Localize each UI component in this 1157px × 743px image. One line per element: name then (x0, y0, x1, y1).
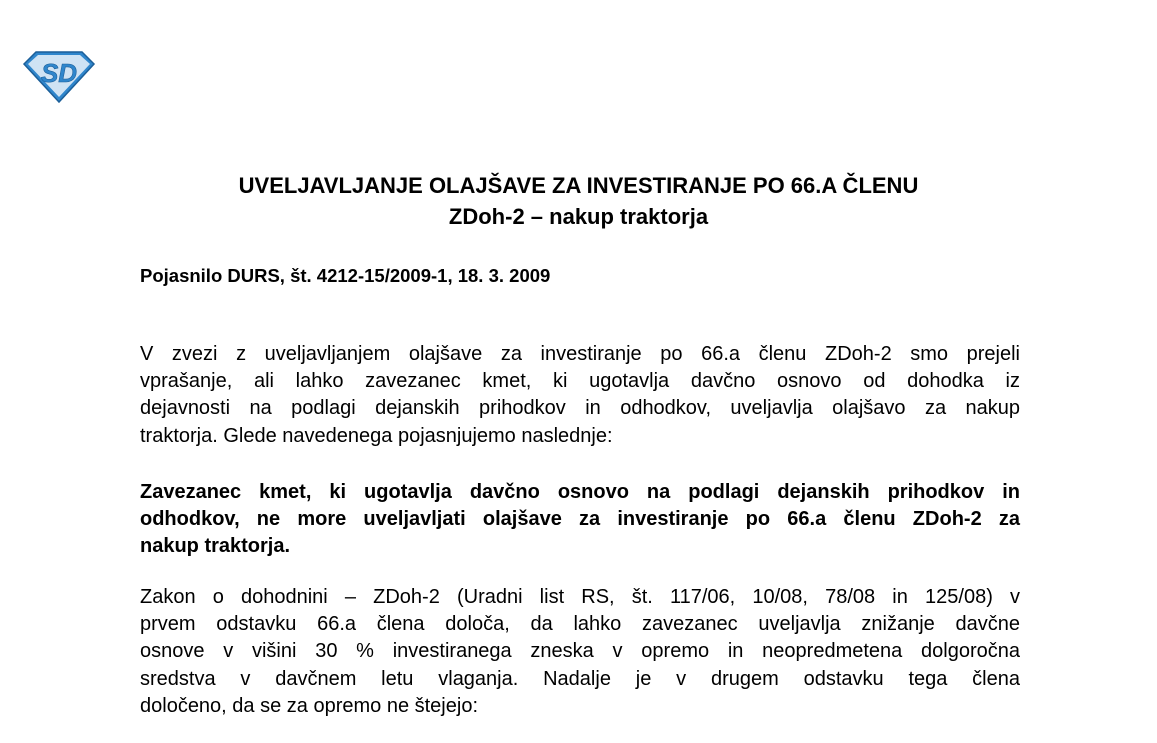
paragraph-line: nakup traktorja. (140, 535, 291, 558)
paragraph-line: Zavezanec kmet, ki ugotavlja davčno osnovo na podlagi dejanskih prihodkov in (140, 481, 1020, 503)
paragraph-line: V zvezi z uveljavljanjem olajšave za investiranje po 66.a členu ZDoh-2 smo prejeli (140, 343, 1020, 365)
paragraph-line: osnove v višini 30 % investiranega zneska v opremo in neopredmetena dolgoročna (140, 640, 1020, 663)
paragraph-line: Zakon o dohodnini – ZDoh-2 (Uradni list RS, št. 117/06, 10/08, 78/08 in 125/08) v (140, 586, 1020, 608)
paragraph-intro (140, 341, 1020, 450)
paragraph-line: vprašanje, ali lahko zavezanec kmet, ki ugotavlja davčno osnovo od dohodka iz (140, 370, 1020, 393)
paragraph-line: določeno, da se za opremo ne štejejo: (140, 694, 478, 717)
paragraph-law-reference (140, 584, 1020, 720)
paragraph-line: dejavnosti na podlagi dejanskih prihodkov in odhodkov, uveljavlja olajšavo za nakup (140, 397, 1020, 420)
company-logo (22, 48, 96, 104)
document-title-line1: UVELJAVLJANJE OLAJŠAVE ZA INVESTIRANJE PO 66.A ČLENU (238, 173, 919, 198)
paragraph-line: prvem odstavku 66.a člena določa, da lahko zavezanec uveljavlja znižanje davčne (140, 613, 1020, 636)
paragraph-line: traktorja. Glede navedenega pojasnjujemo naslednje: (140, 424, 613, 447)
document-title-line2: ZDoh-2 – nakup traktorja (448, 204, 709, 229)
document-subtitle: Pojasnilo DURS, št. 4212-15/2009-1, 18. 3. 2009 (140, 265, 551, 286)
paragraph-line: sredstva v davčnem letu vlaganja. Nadalje je v drugem odstavku tega člena (140, 667, 1020, 690)
paragraph-conclusion (140, 479, 1020, 561)
logo-text: SD (40, 58, 78, 88)
paragraph-line: odhodkov, ne more uveljavljati olajšave za investiranje po 66.a členu ZDoh-2 za (140, 508, 1020, 531)
